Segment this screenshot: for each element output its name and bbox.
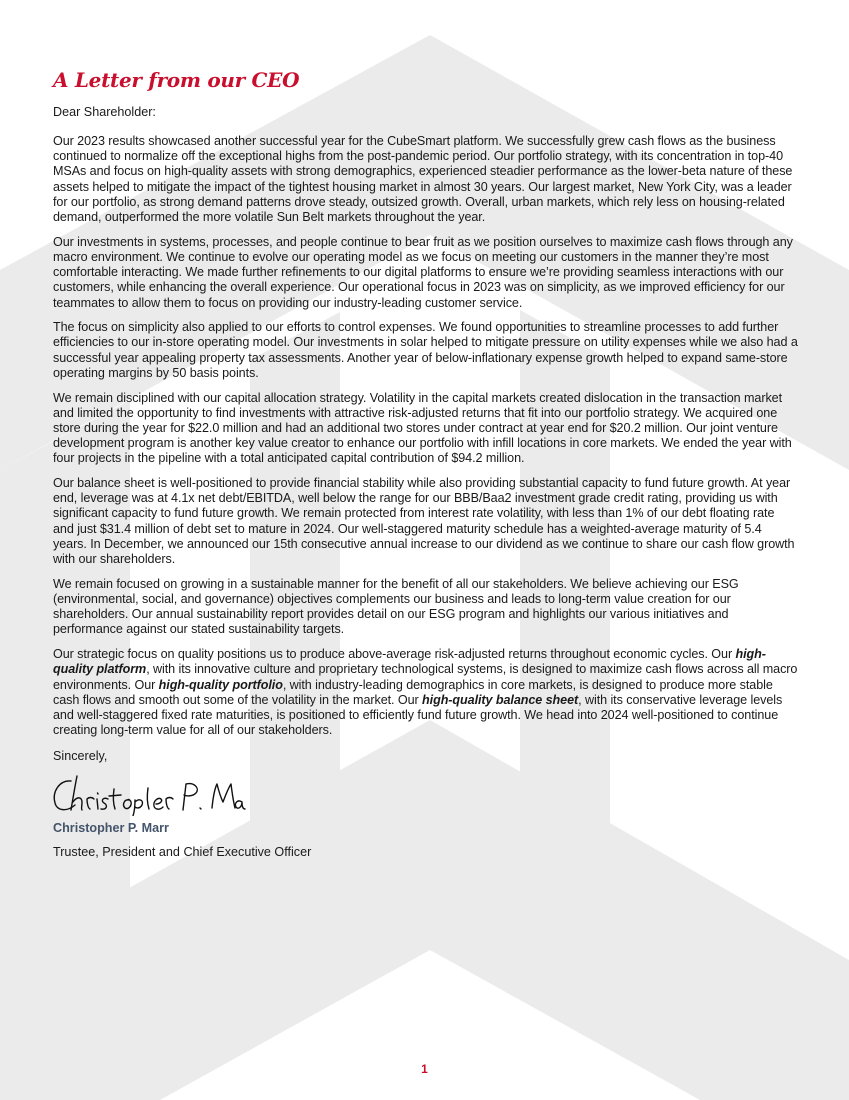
paragraph-capital-allocation: We remain disciplined with our capital allocation strategy. Volatility in the capital markets created dislocation in the transaction market and limited the opportunity to find investments with attractive risk-adjusted returns that fit into our portfolio strategy. We acquired one store during the year for $22.0 million and had an additional two stores under contract at year end for $20.2 million. Our joint venture development program is another key value creator to enhance our portfolio with infill locations in core markets. We ended the year with four projects in the pipeline with a total anticipated capital contribution of $94.2 million. bbox=[53, 390, 792, 466]
paragraph-results: Our 2023 results showcased another successful year for the CubeSmart platform. We successfully grew cash flows as the business continued to normalize off the exceptional highs from the post-pandemic period. Our portfolio strategy, with its concentration in top-40 MSAs and focus on high-quality assets with strong demographics, experienced steadier performance as the lower-beta nature of these assets helped to mitigate the impact of the tightest housing market in almost 30 years. Our largest market, New York City, was a leader for our portfolio, as strong demand patterns drove steady, outsized growth. Overall, urban markets, which rely less on housing-related demand, outperformed the more volatile Sun Belt markets throughout the year. bbox=[53, 134, 793, 225]
signer-name: Christopher P. Marr bbox=[53, 820, 169, 835]
paragraph-balance-sheet: Our balance sheet is well-positioned to provide financial stability while also providing substantial capacity to fund future growth. At year end, leverage was at 4.1x net debt/EBITDA, well below the range for our BBB/Baa2 investment grade credit rating, providing us with significant capacity to fund future growth. We remain protected from interest rate volatility, with less than 1% of our debt floating rate and just $31.4 million of debt set to mature in 2024. Our well-staggered maturity schedule has a weighted-average maturity of 5.4 years. In December, we announced our 15th consecutive annual increase to our dividend as we continue to share our cash flow growth with our shareholders. bbox=[53, 476, 795, 567]
page-number: 1 bbox=[421, 1062, 428, 1076]
signer-title: Trustee, President and Chief Executive Officer bbox=[53, 844, 312, 859]
emphasis-portfolio: high-quality portfolio bbox=[158, 677, 283, 692]
letter-title: A Letter from our CEO bbox=[53, 68, 300, 92]
paragraph-expenses: The focus on simplicity also applied to our efforts to control expenses. We found opportunities to streamline processes to add further efficiencies to our in-store operating model. Our investments in solar helped to mitigate pressure on utility expenses while we also had a successful year appealing property tax assessments. Another year of below-inflationary expense growth helped to expand same-store operating margins by 50 basis points. bbox=[53, 320, 798, 380]
handwritten-signature bbox=[49, 772, 249, 816]
letter-body bbox=[53, 66, 798, 860]
emphasis-balance-sheet: high-quality balance sheet bbox=[422, 692, 579, 707]
paragraph-sustainability: We remain focused on growing in a sustainable manner for the benefit of all our stakeholders. We believe achieving our ESG (environmental, social, and governance) objectives complements our business and leads to long-term value creation for our shareholders. Our annual sustainability report provides detail on our ESG program and highlights our various initiatives and performance against our stated sustainability targets. bbox=[53, 576, 739, 637]
paragraph-investments: Our investments in systems, processes, and people continue to bear fruit as we position ourselves to maximize cash flows through any macro environment. We continue to evolve our operating model as we focus on meeting our customers in the manner they’re most comfortable interacting. We made further refinements to our digital platforms to ensure we’re providing seamless interactions with our customers, while enhancing the overall experience. Our operational focus in 2023 was on simplicity, as we improved efficiency for our teammates to allow them to focus on providing our industry-leading customer service. bbox=[53, 234, 793, 310]
strategic-text-3: , with industry-leading demographics in core markets, is designed to produce more stable cash flows and smooth out some of the volatility in the market. Our bbox=[53, 677, 773, 707]
strategic-text-4: , with its conservative leverage levels and well-staggered fixed rate maturities, is positioned to efficiently fund future growth. We head into 2024 well-positioned to continue creating long-term value for all of our stakeholders. bbox=[53, 692, 783, 738]
salutation: Dear Shareholder: bbox=[53, 105, 156, 119]
emphasis-platform: high-quality platform bbox=[53, 647, 766, 677]
strategic-text-2: , with its innovative culture and proprietary technological systems, is designed to maximize cash flows across all macro environments. Our bbox=[53, 662, 798, 692]
closing: Sincerely, bbox=[53, 748, 108, 763]
strategic-text-1: Our strategic focus on quality positions us to produce above-average risk-adjusted returns throughout economic cycles. Our bbox=[53, 647, 736, 662]
paragraph-strategic-focus bbox=[53, 647, 798, 738]
